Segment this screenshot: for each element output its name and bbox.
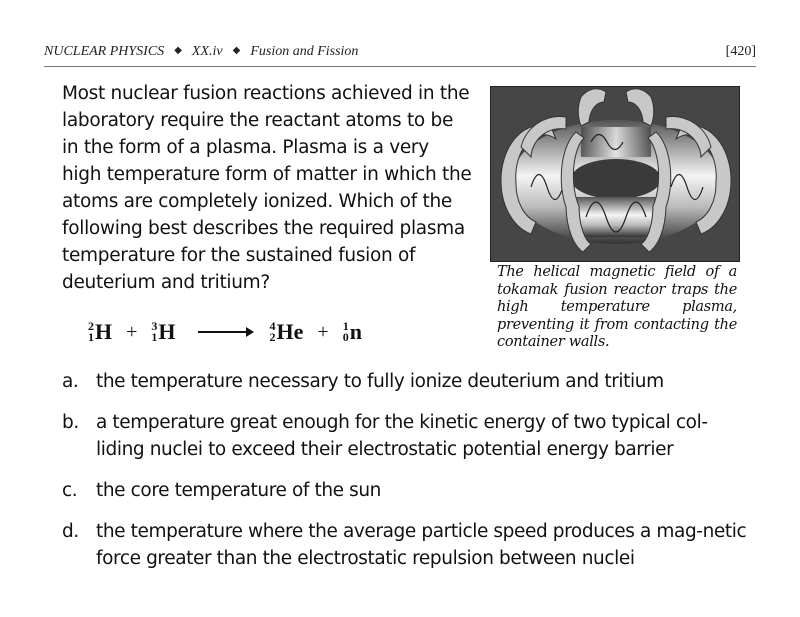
bullet-separator-icon: ◆ [174,45,182,56]
mass-number: 1 [342,319,349,333]
bullet-separator-icon: ◆ [232,45,241,56]
choice-a[interactable] [62,368,752,395]
reaction-arrow-icon [198,331,252,333]
running-header [44,44,756,67]
atomic-number: 2 [269,330,276,344]
deuterium-nuclide [88,319,112,345]
mass-number: 3 [151,319,158,333]
neutron-nuclide [343,319,362,345]
header-chapter: XX.iv [191,44,223,59]
atomic-number: 1 [88,330,94,344]
choice-text: the core temperature of the sun [96,480,382,501]
choice-text: the temperature where the average particle speed produces a mag-netic force greater than the electrostatic repulsion between nuclei [96,521,747,569]
question-text: Most nuclear fusion reactions achieved in the laboratory require the reactant atoms to be in the form of a plasma. Plasma is a very high temperature form of matter in which the atoms are completely ionized. Which of the following best describes the required plasma temperature for the sustained fusion of deuterium and tritium? [62,83,472,293]
tokamak-figure [490,86,740,262]
choice-letter: a. [62,371,79,392]
header-topic: Fusion and Fission [250,44,359,59]
mass-number: 4 [269,319,276,333]
choice-letter: d. [62,521,79,542]
choice-letter: b. [62,412,79,433]
choice-b[interactable] [62,409,752,463]
answer-choices [62,368,752,586]
choice-text: the temperature necessary to fully ionize deuterium and tritium [96,371,664,392]
mass-number: 2 [88,319,94,333]
header-section: NUCLEAR PHYSICS [44,44,165,59]
fusion-equation [88,315,362,349]
element-symbol: n [349,319,362,344]
element-symbol: He [276,319,304,344]
tokamak-illustration-icon [491,87,740,262]
element-symbol: H [95,319,113,344]
choice-letter: c. [62,480,78,501]
header-breadcrumb [44,44,358,60]
page-number: [420] [725,44,756,59]
plus-sign: + [126,320,138,343]
plus-sign: + [317,320,329,343]
helium-nuclide [270,319,304,345]
atomic-number: 0 [342,330,349,344]
atomic-number: 1 [151,330,158,344]
choice-c[interactable] [62,477,752,504]
tritium-nuclide [151,319,175,345]
element-symbol: H [158,319,176,344]
choice-text: a temperature great enough for the kinetic energy of two typical col-liding nuclei to exceed their electrostatic potential energy barrier [96,412,708,460]
figure-caption: The helical magnetic field of a tokamak fusion reactor traps the high temperature plasma, preventing it from contacting the container walls. [497,264,737,350]
choice-d[interactable] [62,518,752,572]
